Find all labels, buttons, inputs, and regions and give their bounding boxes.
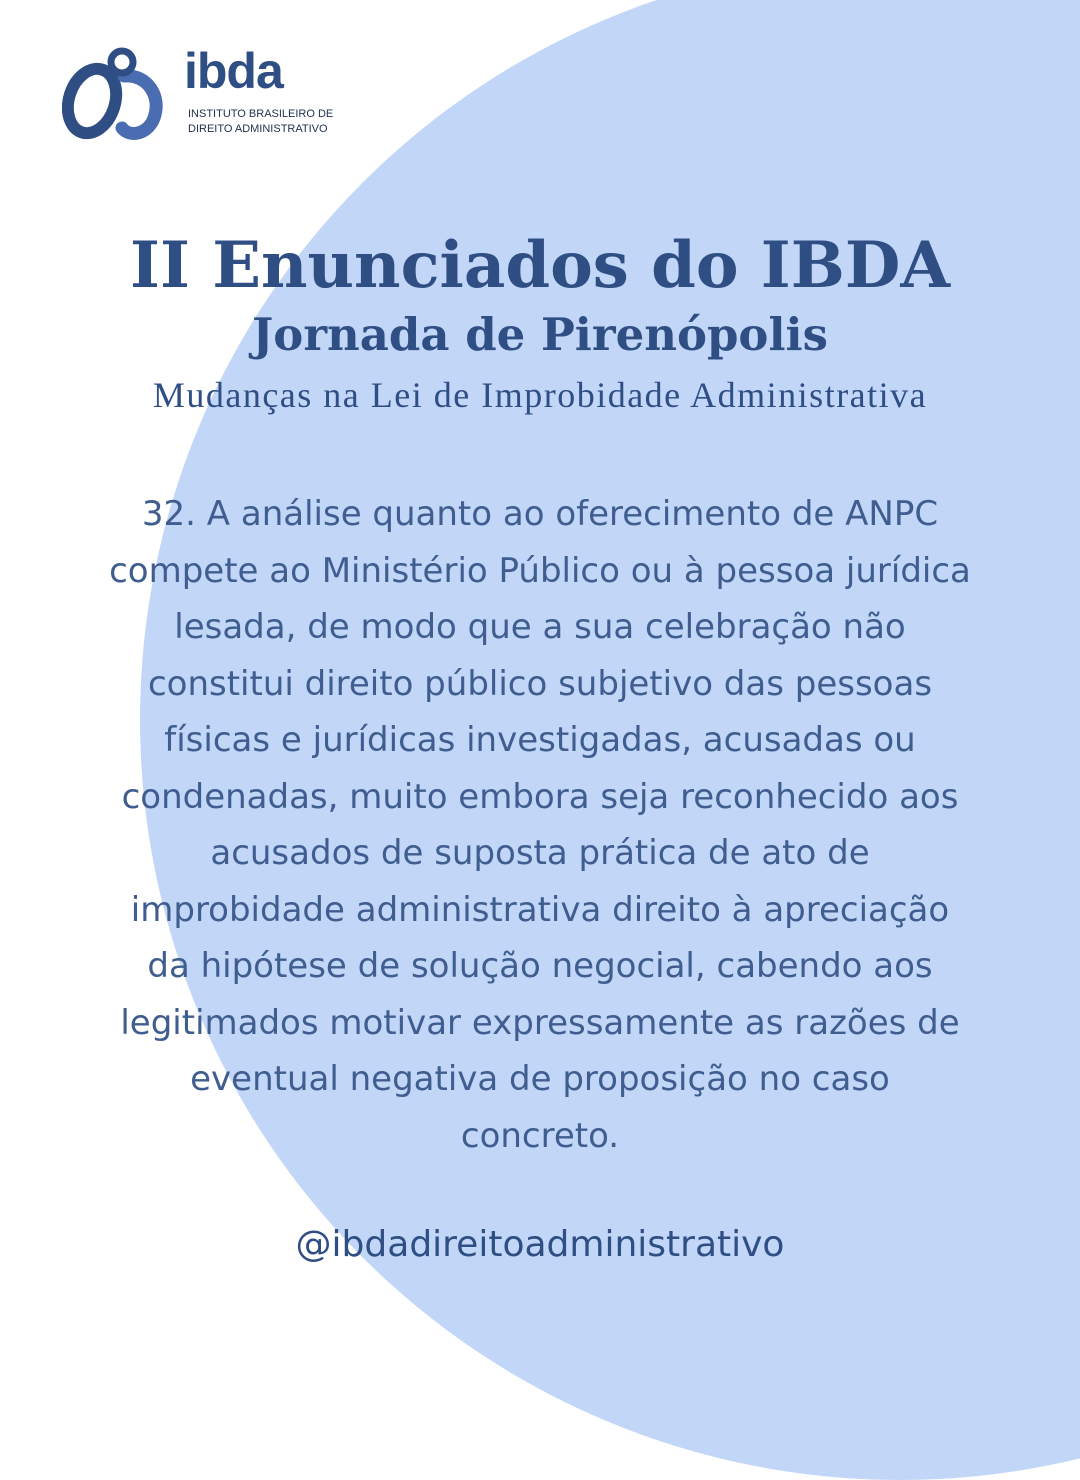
ibda-logo-mark-icon bbox=[62, 46, 172, 146]
statement-line: 32. A análise quanto ao oferecimento de ANPC bbox=[141, 494, 939, 534]
statement-line: compete ao Ministério Público ou à pessoa jurídica bbox=[109, 550, 971, 591]
statement-line: da hipótese de solução negocial, cabendo aos bbox=[147, 946, 933, 986]
logo-wordmark: ibda bbox=[184, 43, 283, 99]
statement-line: físicas e jurídicas investigadas, acusadas ou bbox=[164, 720, 916, 760]
statement-line: eventual negativa de proposição no caso bbox=[190, 1059, 890, 1099]
statement-line: constitui direito público subjetivo das pessoas bbox=[147, 663, 933, 704]
statement-line: improbidade administrativa direito à apreciação bbox=[130, 889, 950, 930]
page-subtitle: Jornada de Pirenópolis bbox=[252, 308, 828, 361]
page-tagline: Mudanças na Lei de Improbidade Administrativa bbox=[152, 375, 928, 415]
ibda-logo bbox=[62, 43, 362, 146]
statement-line: lesada, de modo que a sua celebração não bbox=[174, 607, 906, 647]
statement-line: acusados de suposta prática de ato de bbox=[210, 833, 870, 873]
statement-text bbox=[20, 486, 1060, 1164]
social-handle: @ibdadireitoadministrativo bbox=[295, 1224, 785, 1265]
statement-line: legitimados motivar expressamente as razões de bbox=[120, 1002, 960, 1043]
page-title: II Enunciados do IBDA bbox=[130, 228, 950, 303]
logo-subtitle-line-1: INSTITUTO BRASILEIRO DE bbox=[188, 108, 334, 120]
statement-line: concreto. bbox=[460, 1115, 620, 1156]
statement-line: condenadas, muito embora seja reconhecido aos bbox=[121, 776, 959, 817]
logo-subtitle-line-2: DIREITO ADMINISTRATIVO bbox=[188, 123, 328, 135]
